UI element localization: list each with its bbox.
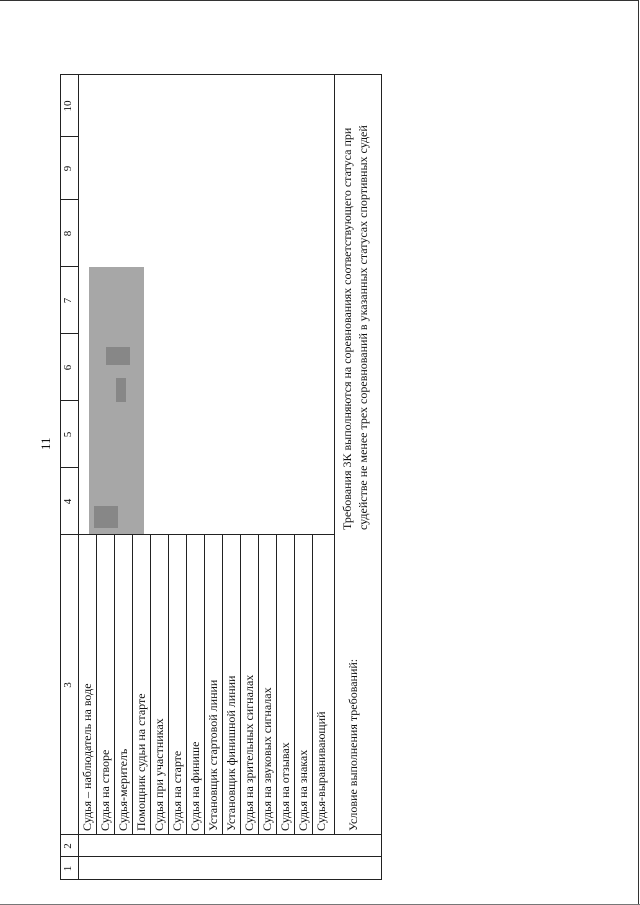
col-sep-1 [60, 856, 382, 857]
scan-artifact [116, 378, 126, 402]
judge-role: Судья на звуковых сигналах [260, 687, 274, 831]
condition-text-line-1: Требования 3К выполняются на соревнованиях соответствующего статуса при [340, 127, 354, 530]
table-left-line [60, 879, 382, 880]
judge-role: Установщик стартовой линии [206, 679, 220, 831]
scan-artifact [106, 347, 130, 365]
row-line [312, 535, 313, 835]
row-line [186, 535, 187, 835]
header-col-4: 4 [62, 498, 74, 505]
judge-role: Судья на старте [170, 750, 184, 831]
row-line [114, 535, 115, 835]
judge-role: Судья на отзывах [278, 742, 292, 831]
header-col-3: 3 [62, 682, 74, 688]
judge-role: Судья на знаках [296, 749, 310, 831]
header-col-1: 1 [62, 865, 74, 872]
judge-role: Помощник судьи на старте [134, 693, 148, 831]
header-col-7: 7 [62, 297, 74, 304]
row-line [204, 535, 205, 835]
header-col-2: 2 [62, 843, 74, 849]
judge-role: Судья на финише [188, 741, 202, 831]
header-col-5: 5 [62, 431, 74, 438]
judge-role: Судья при участниках [152, 718, 166, 831]
row-line [240, 535, 241, 835]
rotated-table-stage [60, 74, 382, 880]
row-line [132, 535, 133, 835]
requirements-table [60, 74, 382, 880]
condition-label: Условие выполнения требований: [346, 658, 360, 831]
header-col-6: 6 [62, 364, 74, 371]
col-sep-3 [60, 534, 334, 535]
row-line [294, 535, 295, 835]
row-line [150, 535, 151, 835]
judge-role: Судья-мерителъ [116, 748, 130, 831]
page-number: 11 [38, 437, 53, 450]
table-top-line [60, 74, 61, 880]
judge-role: Судья на зрительных сигналах [242, 674, 256, 831]
row-line [168, 535, 169, 835]
judge-role: Установщик финишной линии [224, 675, 238, 831]
page-border-right [638, 0, 639, 905]
row-line [96, 535, 97, 835]
condition-text-line-2: судействе не менее трех соревнований в указанных статусах спортивных судей [356, 125, 370, 530]
requirements-row-top-line [334, 74, 335, 835]
page-border-top [0, 0, 638, 1]
judge-role: Судья на створе [98, 749, 112, 831]
row-line [258, 535, 259, 835]
header-col-9: 9 [62, 165, 74, 172]
header-bottom-line [78, 74, 79, 880]
header-col-8: 8 [62, 230, 74, 237]
judge-role: Судья-выравнивающий [314, 711, 328, 831]
table-bottom-line [381, 74, 382, 880]
row-line [222, 535, 223, 835]
header-col-10: 10 [62, 100, 74, 112]
scan-artifact [94, 506, 118, 528]
row-line [276, 535, 277, 835]
judge-role: Судья – наблюдатель на воде [80, 683, 94, 831]
